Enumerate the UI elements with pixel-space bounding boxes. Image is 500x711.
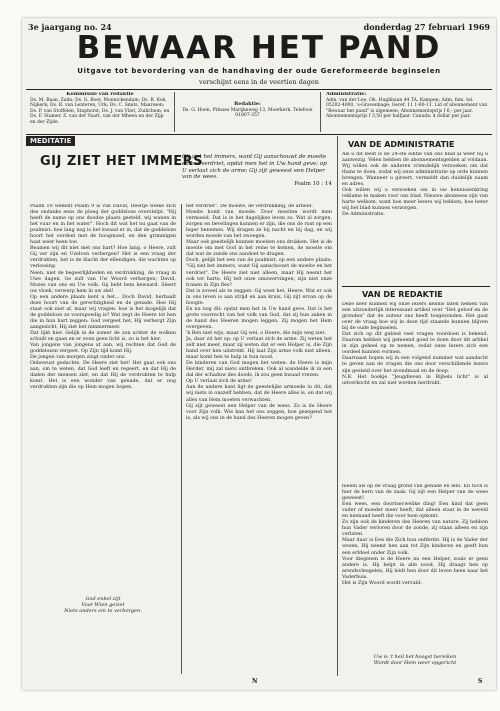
newspaper-page bbox=[22, 18, 496, 690]
administratie-text: Als u dit leest is de 24-ste editie van ons blad al weer bij u aanwezig. Velen hebben de abonnementsgelden al voldaan. Wij willen ook de anderen vriendelijk verzoeken om dat thans te doen, zodat wij onze administratie op orde kunnen brengen. Wanneer u gireert, vermeldt dan duidelijk naam en adres. Ook willen wij u verzoeken om in uw kennissenkring reklame te maken voor ons blad. Nieuwe abonnees zijn van harte welkom, want hoe meer lezers wij hebben, hoe beter wij het blad kunnen verzorgen. De Administratie. bbox=[342, 152, 488, 218]
frequency-note: verschijnt eens in de veertien dagen bbox=[199, 78, 319, 86]
column-divider-2 bbox=[337, 136, 338, 676]
redactie-committee-text: Ds. M. Baan, Zalm; Ds. G. Boer, Monnickendam; Ds. R. Kok, Nijkerk; Ds. R. van Lenteren, Urk; Ds. C. Smits, Maarssen; Ds. P. van Stoffelen, Staphorst; Ds. J. van Vliet, Zuilichem; en Ds. F. Stamer, Z. van der Vaart, van der Mheen en der Zijp en der Zijde. bbox=[30, 97, 170, 125]
administratie-title: VAN DE ADMINISTRATIE bbox=[348, 140, 455, 149]
page-marker-right: S bbox=[478, 678, 483, 685]
meditatie-tag: MEDITATIE bbox=[26, 136, 75, 146]
meditation-motto bbox=[182, 154, 332, 188]
issue-number: 3e jaargang no. 24 bbox=[28, 22, 112, 32]
redactie-committee-box bbox=[30, 92, 170, 132]
administration-box bbox=[326, 92, 488, 132]
box-divider-2 bbox=[320, 92, 321, 132]
motto-text: Gij ziet het immers, want Gij aanschouwt de moeite en het verdriet, opdat men het in Uw hand geve; op U verlaat zich de arme; Gij zijt geweest een Helper van de wees. bbox=[182, 154, 327, 181]
column-3-poem: Uw is 't heil het hoogst bereiken Wordt door Hem weer opgericht bbox=[373, 654, 457, 666]
meditation-poem: God enkel zijt Voor Wien geziet Niets anders om te verborgen. bbox=[64, 596, 142, 614]
issue-date: donderdag 27 februari 1969 bbox=[363, 22, 490, 32]
subtitle: Uitgave tot bevordering van de handhaving der oude Gereformeerde beginselen bbox=[77, 67, 441, 75]
administration-title: Administratie: bbox=[326, 92, 367, 97]
address-text: Ds. G. Hoen, Prinses Marijkeweg 13, Moerkerk. Telefoon 01807-357 bbox=[182, 107, 313, 119]
meditation-title: GIJ ZIET HET IMMERS bbox=[40, 154, 204, 169]
meditation-column-2: het verdriet". De moeite, de verdrukking, de arbeid. Moeite komt van moede. Door moeiten wordt men vermoeid. Dat is in het dagelijkse leven zo. Wat al zorgen, zorgen en bevelingen kunnen er zijn, die ons de rust op een leger benemen. Wij dragen ze bij nacht en bij dag, en wij worden moede van het zwoegen. Maar ook geestelijk kunnen moeiten ons drukken. Het is de moeite om met God in het reine te komen, de moeite om dat wat de zonde ons aandoet te dragen. Doch, gelijk het een van de psalmist, op een andere plaats: "Gij ziet het immers, want Gij aanschouwt de moeite en het verdriet". De Heere ziet niet alleen, maar Hij neemt het ook ter harte. Hij telt onze omzwervingen; zijn niet onze tranen in Zijn fles? Dat is zoveel als te zeggen: Gij weet het, Heere. Wat er ook in ons leven is aan strijd en aan kruis, Gij zijt ervan op de hoogte. En nu nog dit: opdat men het in Uw hand geve. Dat is het grote voorrecht van het volk van God, dat zij hun zaken in de hand des Heeren mogen leggen. Zij mogen het Hem overgeven. 'k Ben niet wijs, maar Gij wel, o Heere, die mijn weg ziet. Ja, daar zit het op: op U verlaat zich de arme. Zij weten het zelf niet meer, maar zij weten dat er een Helper is, die Zijn hand over hen uitstrekt. Hij laat Zijn arme volk niet alleen, maar komt hen te hulp in hun nood. De kinderen van God mogen het weten: de Heere is mijn Herder, mij zal niets ontbreken. Ook al wandelde ik in een dal der schaduw des doods, ik zou geen kwaad vrezen. Op U verlaat zich de arme! Aan de andere kant ligt de geestelijke armoede in dit, dat wij niets in onszelf hebben, dat de Heere alles is, en dat wij alles van Hem moeten verwachten. Gij zijt geweest een Helper van de wees. Zo is de Heere voor Zijn volk. Wie kan het ons zeggen, hoe gezegend het is, als wij ons in de hand des Heeren mogen geven? bbox=[186, 204, 332, 421]
meditation-column-1: Psalm 10 wemelt Psalm 9 is van David, Deeltje welke zich des ondanks eens de ploeg der goddeloze overstelpt. "Hij heeft de name op ons doodse plaats gesteld, wij wanen in het vuur en in het water". Hoch dit wat het nu gaat van de psalmist: hoe lang nog is het kwaad er in, dat de goddeloze hoort het oordeel met de hoogmoed, en den grimmigen haat weer heen toe. Beamen wij dit niet met ons hart? Hoe lang, o Heere, zult Gij ver zijn en Uzelven verbergen? Het is een vraag der verdrukten, het is de klacht der ellendigen, die wachten op verlossing. Neen, niet de begeerlijkheden en verdrukking, de vraag in Uwe dagen. Ge zult van Uw Woord verbergen; David, Mozes van ons en Uw volk. Gij hebt hem bewaard. Sleert uw vloek, verwerp hem in uw ziel! Op een andere plaats kent u het... Doch David, herhaalt deze hoort van de gerechtigheid en de genade. Hoe Hij staat ook niet af, maar wij vragen: hoe is het mogelijk dat de goddeloze zo voorspoedig is? Wat zegt de Heere tot hen die in hun hart zeggen: God vergeet het, Hij verbergt Zijn aangezicht, Hij ziet het nimmermeer. Dat lijkt hier. Gelijk in de zomer de zon achter de wolken schuilt en gaan en er even geen licht is, zo is het hier. Van jongens van jongens af aan, wij rechten dat God de goddelozen vergeet. Op Zijn tijd komt Hij. De jongen van morgen zingt onder ons. Onbewust gedachte. De Heere ziet het! Het gaat ook ons aan, om te weten, dat God leeft en regeert, en dat Hij de daden der mensen ziet, en dat Hij de verdrukten te hulp komt. Het is een wonder van genade, dat er nog verdrukten zijn die op Hem mogen hopen. bbox=[30, 204, 176, 391]
page-marker-left: N bbox=[252, 678, 258, 685]
motto-reference: Psalm 10 : 14 bbox=[294, 181, 332, 188]
administration-text: Adm. van der Lee, Oh. Hughbaan 44 TA, Kampen; Adm. fam. tel. 05202-4000, 's-Gravenhage; Geref. 11 1-60-11. Lid of abonnement van "Bewaar het pand" is algemeen; Abonnementsprijs f 6,- per jaar. Abonnementsprijs f 3,50 per halfjaar. Canada: $ dollar per jaar. bbox=[326, 97, 488, 120]
address-box bbox=[180, 92, 315, 132]
column-3-text: nielen als op de vraag grond van genade en leni. En toch is hier de kern van de zaak: Gij zijt een Helper van de wees geweest! Een wees, een doortsecwelike ding! Een kind dat geen vader of moeder meer heeft, dat alleen staat in de wereld en niemand heeft die voor hem opkomt. Zo zijn ook de kinderen des Heeren van nature. Zij hebben hun Vader verloren door de zonde, zij staan alleen en zijn verlaten. Maar daar is Een die Zich hun ontfermt. Hij is de Vader der wezen, Hij neemt hen aan tot Zijn kinderen en geeft hun een erfdeel onder Zijn volk. Voor diegenen is de Heere nu een Helper, zoals er geen andere is. Hij helpt in alle nood, Hij draagt hen op arendsvleugelen, Hij leidt hen door dit leven heen naar het Vaderhuis. Het is Zijn Woord wordt vervuld: bbox=[342, 484, 488, 586]
redactie-committee-title: Kommissie van redaktie bbox=[66, 92, 134, 97]
redactie-title: VAN DE REDAKTIE bbox=[362, 290, 443, 299]
divider-right bbox=[342, 286, 490, 287]
redactie-text: Deze keer kunnen wij onze lezers kennis laten nemen van een uitzonderlijk interessant artikel over "Het geloof en de gronden" dat de auteur ons heeft toegezonden. Het gaat over de vraag hoe wij in deze tijd staande kunnen blijven bij de oude beginselen. Dat zich op dit gebied veel vragen voordoen is bekend. Daarom hebben wij gemeend goed te doen door dit artikel in zijn geheel op te nemen, zodat onze lezers zich een oordeel kunnen vormen. Daarnaast hopen wij in een volgend nummer wat aandacht te geven aan de vragen die ons door verschillende lezers zijn gesteld over het avondmaal en de doop. N.B. Het boekje "Jeugdleven in Bijbels licht" is al uitverkocht en zal niet worden herdrukt. bbox=[342, 302, 488, 386]
box-divider-1 bbox=[174, 92, 175, 132]
column-divider-1 bbox=[181, 204, 182, 674]
divider-mid bbox=[26, 134, 492, 135]
masthead: BEWAAR HET PAND bbox=[76, 30, 442, 66]
divider-top bbox=[26, 89, 492, 90]
address-title: Redaktie: bbox=[234, 101, 261, 107]
